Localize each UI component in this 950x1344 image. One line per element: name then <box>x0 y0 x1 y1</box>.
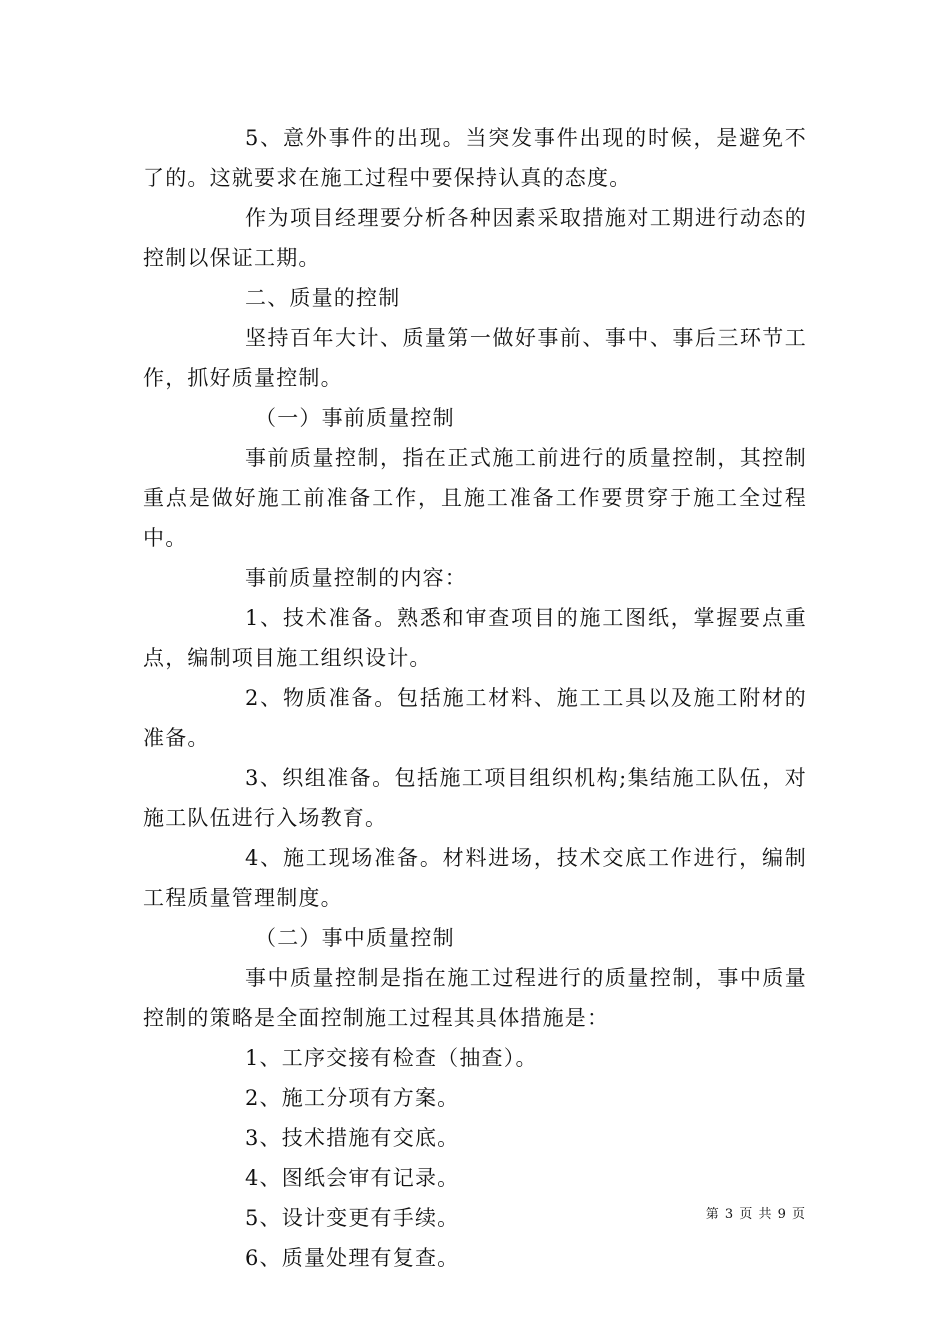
list-item-process-handover: 1、工序交接有检查（抽查）。 <box>245 1046 538 1070</box>
page-number: 第 3 页 共 9 页 <box>705 1207 806 1222</box>
paragraph-pre-quality-definition: 事前质量控制，指在正式施工前进行的质量控制，其控制重点是做好施工前准备工作，且施工准备工作要贯穿于施工全过程中。 <box>143 446 807 550</box>
list-item-material-prep: 2、物质准备。包括施工材料、施工工具以及施工附材的准备。 <box>143 686 807 750</box>
list-item-drawing-review: 4、图纸会审有记录。 <box>245 1166 460 1190</box>
heading-pre-quality-control: （一）事前质量控制 <box>255 406 455 430</box>
list-item-technical-briefing: 3、技术措施有交底。 <box>245 1126 460 1150</box>
paragraph-pre-quality-contents: 事前质量控制的内容： <box>245 566 467 590</box>
heading-in-process-quality-control: （二）事中质量控制 <box>255 926 455 950</box>
paragraph-schedule-control: 作为项目经理要分析各种因素采取措施对工期进行动态的控制以保证工期。 <box>143 206 807 270</box>
list-item-site-prep: 4、施工现场准备。材料进场，技术交底工作进行，编制工程质量管理制度。 <box>143 846 807 910</box>
paragraph-accident: 5、意外事件的出现。当突发事件出现的时候，是避免不了的。这就要求在施工过程中要保持认真的态度。 <box>143 126 807 190</box>
paragraph-quality-first: 坚持百年大计、质量第一做好事前、事中、事后三环节工作，抓好质量控制。 <box>143 326 807 390</box>
list-item-construction-plan: 2、施工分项有方案。 <box>245 1086 460 1110</box>
list-item-organization-prep: 3、织组准备。包括施工项目组织机构;集结施工队伍，对施工队伍进行入场教育。 <box>143 766 807 830</box>
document-body <box>143 118 807 1278</box>
list-item-quality-recheck: 6、质量处理有复查。 <box>245 1246 460 1270</box>
list-item-design-change: 5、设计变更有手续。 <box>245 1206 460 1230</box>
paragraph-in-process-definition: 事中质量控制是指在施工过程进行的质量控制，事中质量控制的策略是全面控制施工过程其具体措施是： <box>143 966 807 1030</box>
list-item-technical-prep: 1、技术准备。熟悉和审查项目的施工图纸，掌握要点重点，编制项目施工组织设计。 <box>143 606 807 670</box>
heading-quality-control: 二、质量的控制 <box>245 286 401 310</box>
